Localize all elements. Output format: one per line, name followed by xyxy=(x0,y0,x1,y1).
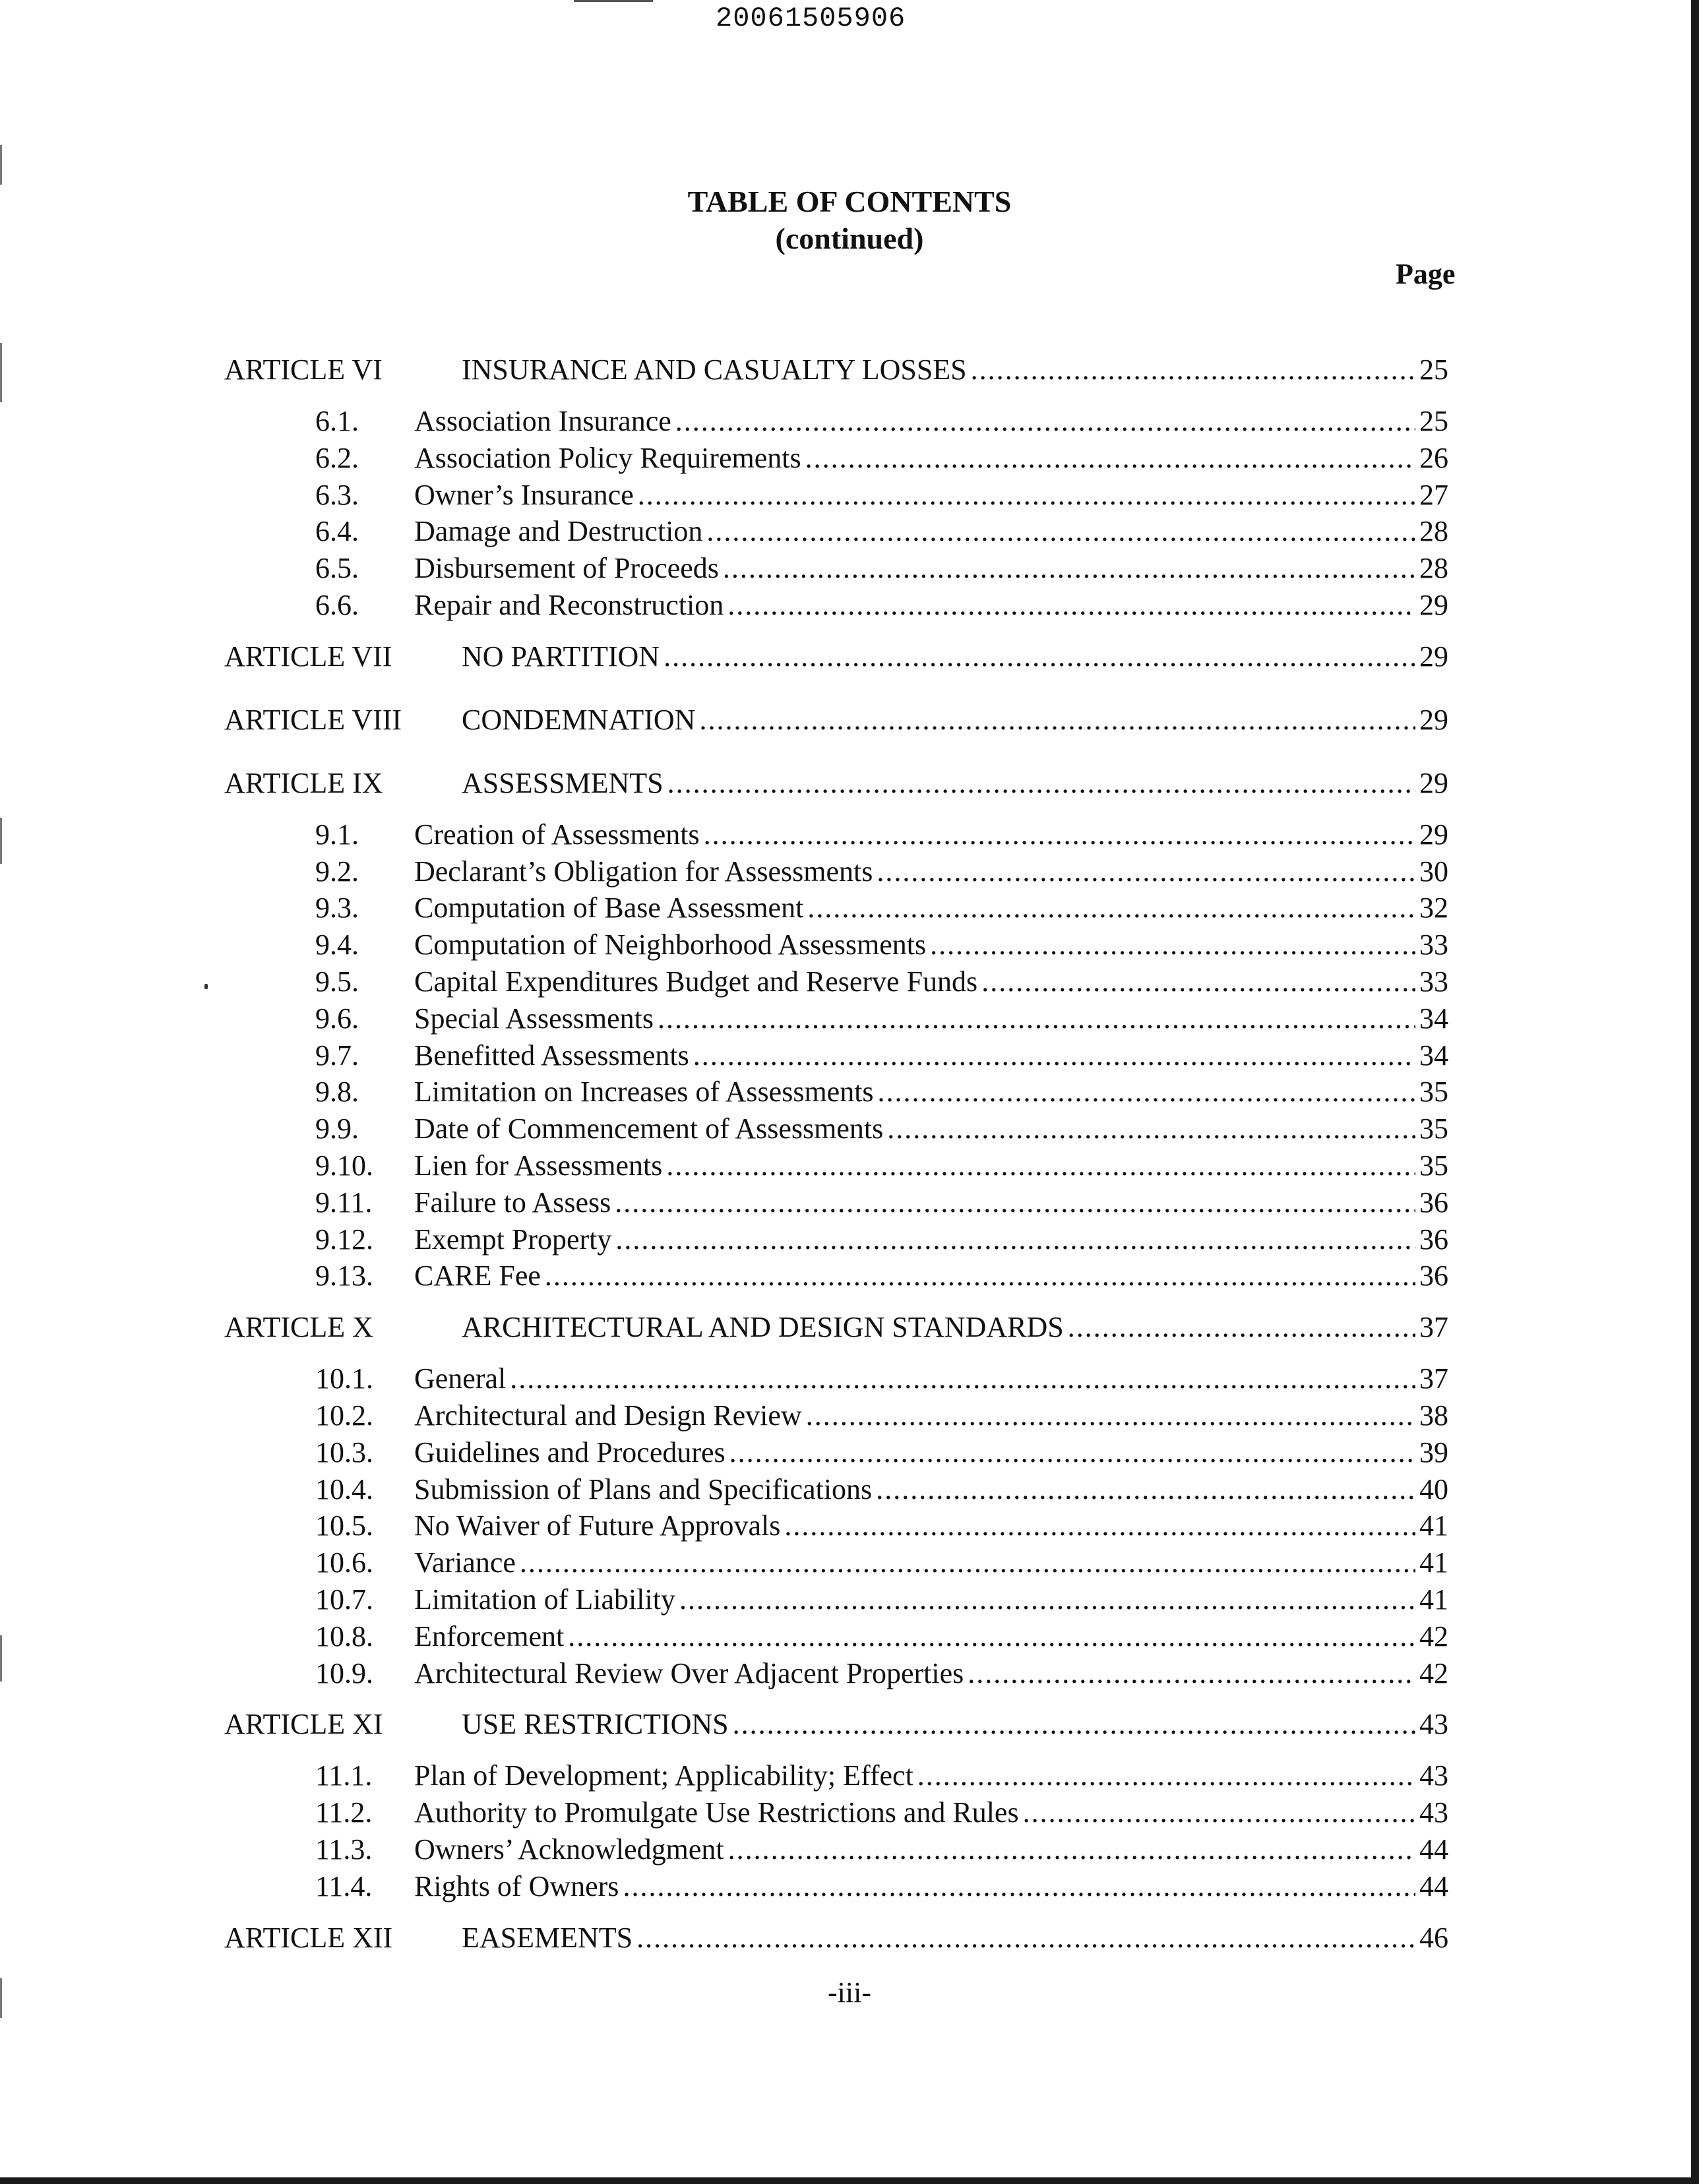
dot-leader xyxy=(568,1620,1415,1653)
section-title: Computation of Base Assessment xyxy=(414,892,804,925)
section-title: Architectural Review Over Adjacent Properties xyxy=(414,1656,964,1689)
section-title: Association Insurance xyxy=(414,405,671,437)
dot-leader xyxy=(728,1833,1415,1866)
dot-leader xyxy=(693,1039,1415,1072)
toc-section-row xyxy=(315,1546,1448,1579)
toc-section-row xyxy=(315,1833,1448,1866)
section-number: 11.1. xyxy=(315,1759,373,1792)
section-number: 9.1. xyxy=(315,818,359,851)
page-number: 29 xyxy=(1419,703,1448,736)
article-title: NO PARTITION xyxy=(462,640,660,673)
dot-leader xyxy=(510,1362,1415,1395)
section-number: 9.8. xyxy=(315,1076,359,1108)
page-number: 40 xyxy=(1419,1472,1448,1505)
page-number: 35 xyxy=(1419,1149,1448,1182)
section-title: Repair and Reconstruction xyxy=(414,589,724,621)
scan-border-right xyxy=(1691,0,1699,2184)
toc-section-row xyxy=(315,588,1448,622)
section-number: 10.5. xyxy=(315,1509,373,1542)
page-number: 29 xyxy=(1419,818,1448,851)
page-number: 42 xyxy=(1419,1656,1448,1689)
toc-section-row xyxy=(315,1075,1448,1108)
section-title: Computation of Neighborhood Assessments xyxy=(414,928,927,961)
section-title: General xyxy=(414,1362,507,1395)
page-number: 43 xyxy=(1419,1796,1448,1829)
article-title: ARCHITECTURAL AND DESIGN STANDARDS xyxy=(462,1311,1064,1344)
page-number: 38 xyxy=(1419,1399,1448,1432)
article-number: ARTICLE IX xyxy=(224,766,383,799)
section-title: Disbursement of Proceeds xyxy=(414,552,719,585)
section-number: 9.6. xyxy=(315,1002,359,1035)
page-number: 43 xyxy=(1419,1759,1448,1792)
toc-article-row xyxy=(224,703,1448,737)
article-number: ARTICLE VII xyxy=(224,640,392,673)
page-number: 33 xyxy=(1419,965,1448,998)
toc-section-row xyxy=(315,1656,1448,1690)
dot-leader xyxy=(968,1656,1415,1690)
dot-leader xyxy=(981,965,1415,998)
section-title: Authority to Promulgate Use Restrictions and Rules xyxy=(414,1796,1019,1829)
page-number: 41 xyxy=(1419,1509,1448,1542)
dot-leader xyxy=(887,1112,1415,1145)
page-number: 36 xyxy=(1419,1186,1448,1219)
scan-speck xyxy=(204,984,208,989)
dot-leader xyxy=(706,514,1415,548)
dot-leader xyxy=(636,1921,1415,1955)
section-title: Declarant’s Obligation for Assessments xyxy=(414,855,873,888)
section-number: 6.5. xyxy=(315,552,359,585)
section-number: 9.4. xyxy=(315,928,359,961)
page-number: 29 xyxy=(1419,766,1448,799)
section-number: 11.3. xyxy=(315,1833,373,1866)
toc-section-row xyxy=(315,965,1448,998)
dot-leader xyxy=(658,1002,1415,1035)
scan-mark xyxy=(0,343,2,402)
toc-article-row xyxy=(224,1310,1448,1344)
toc-section-row xyxy=(315,928,1448,961)
article-title: USE RESTRICTIONS xyxy=(462,1708,729,1741)
toc-section-row xyxy=(315,818,1448,851)
page-number: 39 xyxy=(1419,1436,1448,1469)
toc-article-row xyxy=(224,640,1448,673)
toc-section-row xyxy=(315,551,1448,585)
toc-article-row xyxy=(224,1921,1448,1955)
stamp-rule xyxy=(574,0,653,2)
section-number: 9.7. xyxy=(315,1039,359,1072)
dot-leader xyxy=(704,818,1415,851)
section-number: 10.4. xyxy=(315,1472,373,1505)
dot-leader xyxy=(878,1075,1415,1108)
section-title: Limitation of Liability xyxy=(414,1583,675,1616)
section-title: Variance xyxy=(414,1546,516,1579)
toc-section-row xyxy=(315,1149,1448,1182)
page-number: 44 xyxy=(1419,1833,1448,1866)
page-number: 29 xyxy=(1419,589,1448,621)
toc-heading xyxy=(0,183,1699,257)
section-number: 9.3. xyxy=(315,892,359,925)
page-number: 36 xyxy=(1419,1223,1448,1256)
dot-leader xyxy=(615,1223,1415,1256)
section-title: Plan of Development; Applicability; Effect xyxy=(414,1759,913,1792)
section-number: 10.8. xyxy=(315,1620,373,1653)
section-title: No Waiver of Future Approvals xyxy=(414,1509,781,1542)
section-number: 9.11. xyxy=(315,1186,373,1219)
toc-section-row xyxy=(315,1620,1448,1653)
article-number: ARTICLE VIII xyxy=(224,703,402,736)
section-number: 6.2. xyxy=(315,441,359,474)
page-number: 34 xyxy=(1419,1002,1448,1035)
page-number: 44 xyxy=(1419,1869,1448,1902)
page-number: 25 xyxy=(1419,405,1448,437)
page-number: 41 xyxy=(1419,1546,1448,1579)
section-title: CARE Fee xyxy=(414,1259,541,1292)
section-number: 10.1. xyxy=(315,1362,373,1395)
section-number: 9.10. xyxy=(315,1149,373,1182)
section-title: Benefitted Assessments xyxy=(414,1039,689,1072)
page-number: 35 xyxy=(1419,1112,1448,1145)
toc-section-row xyxy=(315,1472,1448,1506)
section-number: 10.3. xyxy=(315,1436,373,1469)
page-number: 27 xyxy=(1419,478,1448,511)
section-number: 9.9. xyxy=(315,1112,359,1145)
section-number: 9.13. xyxy=(315,1259,373,1292)
dot-leader xyxy=(675,404,1415,438)
section-title: Association Policy Requirements xyxy=(414,441,801,474)
dot-leader xyxy=(971,353,1415,386)
dot-leader xyxy=(805,441,1415,475)
dot-leader xyxy=(615,1186,1415,1219)
dot-leader xyxy=(729,1436,1415,1469)
dot-leader xyxy=(784,1509,1415,1542)
section-title: Submission of Plans and Specifications xyxy=(414,1472,873,1505)
toc-section-row xyxy=(315,1436,1448,1469)
page-number: 25 xyxy=(1419,353,1448,386)
section-number: 11.4. xyxy=(315,1869,373,1902)
page-number: 29 xyxy=(1419,640,1448,673)
article-title: CONDEMNATION xyxy=(462,703,696,736)
section-title: Capital Expenditures Budget and Reserve Funds xyxy=(414,965,978,998)
page-number: 43 xyxy=(1419,1708,1448,1741)
article-title: INSURANCE AND CASUALTY LOSSES xyxy=(462,353,967,386)
toc-section-row xyxy=(315,1186,1448,1219)
section-title: Creation of Assessments xyxy=(414,818,700,851)
section-number: 6.6. xyxy=(315,589,359,621)
page-number: 28 xyxy=(1419,552,1448,585)
page-number: 41 xyxy=(1419,1583,1448,1616)
toc-section-row xyxy=(315,404,1448,438)
dot-leader xyxy=(807,891,1415,925)
toc-section-row xyxy=(315,1759,1448,1792)
dot-leader xyxy=(699,703,1415,737)
page-number: 33 xyxy=(1419,928,1448,961)
section-title: Rights of Owners xyxy=(414,1869,619,1902)
toc-section-row xyxy=(315,1002,1448,1035)
section-title: Exempt Property xyxy=(414,1223,612,1256)
dot-leader xyxy=(667,766,1415,800)
page-number: 26 xyxy=(1419,441,1448,474)
dot-leader xyxy=(876,1472,1415,1506)
page-column-heading: Page xyxy=(1396,258,1456,290)
page-number: 32 xyxy=(1419,892,1448,925)
toc-article-row xyxy=(224,766,1448,800)
dot-leader xyxy=(723,551,1415,585)
page-number: 30 xyxy=(1419,855,1448,888)
toc-section-row xyxy=(315,478,1448,512)
dot-leader xyxy=(930,928,1415,961)
article-title: EASEMENTS xyxy=(462,1921,633,1954)
section-title: Guidelines and Procedures xyxy=(414,1436,726,1469)
dot-leader xyxy=(545,1259,1415,1292)
dot-leader xyxy=(1068,1310,1415,1344)
toc-section-row xyxy=(315,1399,1448,1432)
scan-border-bottom xyxy=(0,2177,1699,2184)
toc-section-row xyxy=(315,1259,1448,1292)
toc-section-row xyxy=(315,514,1448,548)
dot-leader xyxy=(666,1149,1415,1182)
scan-mark xyxy=(0,1635,2,1682)
section-title: Architectural and Design Review xyxy=(414,1399,802,1432)
toc-subtitle: (continued) xyxy=(775,222,924,255)
toc-section-row xyxy=(315,441,1448,475)
section-number: 9.12. xyxy=(315,1223,373,1256)
dot-leader xyxy=(877,855,1415,888)
section-number: 10.2. xyxy=(315,1399,373,1432)
article-number: ARTICLE VI xyxy=(224,353,383,386)
dot-leader xyxy=(806,1399,1415,1432)
page-number: 34 xyxy=(1419,1039,1448,1072)
toc-section-row xyxy=(315,1112,1448,1145)
toc-section-row xyxy=(315,855,1448,888)
toc-section-row xyxy=(315,1039,1448,1072)
toc-section-row xyxy=(315,891,1448,925)
scan-mark xyxy=(0,818,2,864)
article-number: ARTICLE X xyxy=(224,1311,373,1344)
article-number: ARTICLE XI xyxy=(224,1708,383,1741)
dot-leader xyxy=(623,1869,1415,1903)
section-title: Damage and Destruction xyxy=(414,515,703,548)
article-number: ARTICLE XII xyxy=(224,1921,393,1954)
section-number: 6.4. xyxy=(315,515,359,548)
toc-section-row xyxy=(315,1796,1448,1829)
section-title: Special Assessments xyxy=(414,1002,654,1035)
dot-leader xyxy=(679,1583,1415,1616)
toc-section-row xyxy=(315,1362,1448,1395)
section-title: Owner’s Insurance xyxy=(414,478,634,511)
page-number: 37 xyxy=(1419,1311,1448,1344)
toc-section-row xyxy=(315,1583,1448,1616)
toc-section-row xyxy=(315,1509,1448,1542)
dot-leader xyxy=(520,1546,1415,1579)
section-title: Lien for Assessments xyxy=(414,1149,663,1182)
article-title: ASSESSMENTS xyxy=(462,766,664,799)
section-title: Enforcement xyxy=(414,1620,565,1653)
section-number: 6.3. xyxy=(315,478,359,511)
page-number: 46 xyxy=(1419,1921,1448,1954)
toc-section-row xyxy=(315,1223,1448,1256)
section-title: Failure to Assess xyxy=(414,1186,611,1219)
page-number: 28 xyxy=(1419,515,1448,548)
toc-title: TABLE OF CONTENTS xyxy=(687,185,1012,218)
dot-leader xyxy=(727,588,1415,622)
section-number: 9.2. xyxy=(315,855,359,888)
page-number: 37 xyxy=(1419,1362,1448,1395)
dot-leader xyxy=(1023,1796,1415,1829)
dot-leader xyxy=(733,1707,1415,1741)
section-number: 10.9. xyxy=(315,1656,373,1689)
section-number: 9.5. xyxy=(315,965,359,998)
section-number: 10.6. xyxy=(315,1546,373,1579)
document-number-stamp: 20061505906 xyxy=(716,3,906,34)
scan-mark xyxy=(0,145,2,185)
page-number: 35 xyxy=(1419,1076,1448,1108)
dot-leader xyxy=(917,1759,1415,1792)
section-number: 10.7. xyxy=(315,1583,373,1616)
page-number: 36 xyxy=(1419,1259,1448,1292)
toc-article-row xyxy=(224,1707,1448,1741)
section-title: Date of Commencement of Assessments xyxy=(414,1112,884,1145)
toc-section-row xyxy=(315,1869,1448,1903)
page-number: 42 xyxy=(1419,1620,1448,1653)
section-title: Owners’ Acknowledgment xyxy=(414,1833,724,1866)
section-title: Limitation on Increases of Assessments xyxy=(414,1076,874,1108)
page-number-footer: -iii- xyxy=(828,1976,871,2009)
section-number: 6.1. xyxy=(315,405,359,437)
dot-leader xyxy=(638,478,1415,512)
section-number: 11.2. xyxy=(315,1796,373,1829)
toc-article-row xyxy=(224,353,1448,386)
dot-leader xyxy=(664,640,1415,673)
